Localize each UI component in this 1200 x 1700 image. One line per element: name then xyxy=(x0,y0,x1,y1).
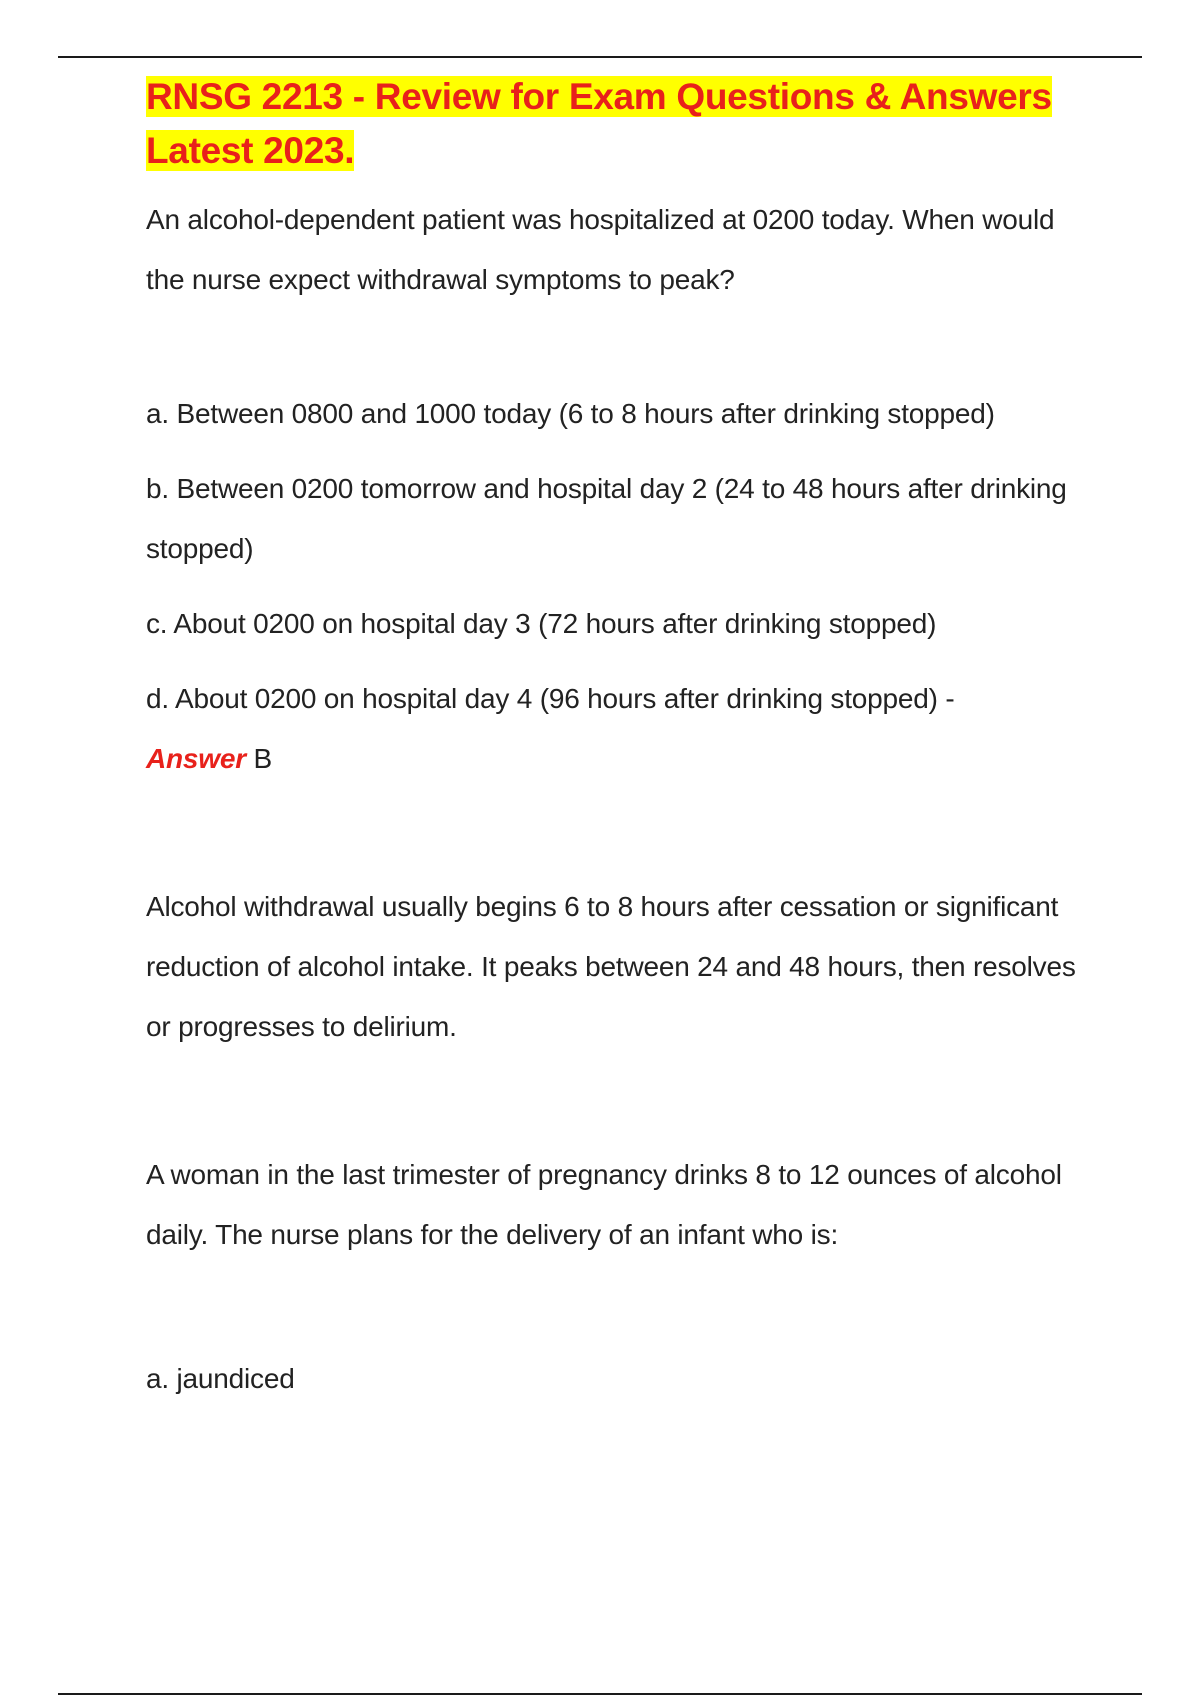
bottom-rule xyxy=(58,1693,1142,1695)
spacer xyxy=(146,1057,1086,1145)
document-title xyxy=(146,70,1086,178)
title-highlight: RNSG 2213 - Review for Exam Questions & Answers Latest 2023. xyxy=(146,76,1052,171)
question-1-option-c: c. About 0200 on hospital day 3 (72 hours after drinking stopped) xyxy=(146,608,937,639)
question-1-option-d-with-answer xyxy=(146,669,1086,789)
spacer xyxy=(146,1265,1086,1349)
question-1-explanation: Alcohol withdrawal usually begins 6 to 8 hours after cessation or significant reduction of alcohol intake. It peaks between 24 and 48 hours, then resolves or progresses to delirium. xyxy=(146,891,1076,1042)
spacer xyxy=(146,789,1086,877)
question-1-option-b: b. Between 0200 tomorrow and hospital day 2 (24 to 48 hours after drinking stopped) xyxy=(146,473,1067,564)
question-1-stem: An alcohol-dependent patient was hospitalized at 0200 today. When would the nurse expect withdrawal symptoms to peak? xyxy=(146,204,1055,295)
answer-value: B xyxy=(245,743,273,774)
answer-label: Answer xyxy=(146,743,246,774)
spacer xyxy=(146,310,1086,384)
question-2-option-a: a. jaundiced xyxy=(146,1363,295,1394)
document-body xyxy=(146,70,1086,1409)
top-rule xyxy=(58,56,1142,58)
question-2-stem: A woman in the last trimester of pregnancy drinks 8 to 12 ounces of alcohol daily. The nurse plans for the delivery of an infant who is: xyxy=(146,1159,1062,1250)
question-1-option-a: a. Between 0800 and 1000 today (6 to 8 hours after drinking stopped) xyxy=(146,398,995,429)
question-1-option-d: d. About 0200 on hospital day 4 (96 hours after drinking stopped) - xyxy=(146,683,955,714)
